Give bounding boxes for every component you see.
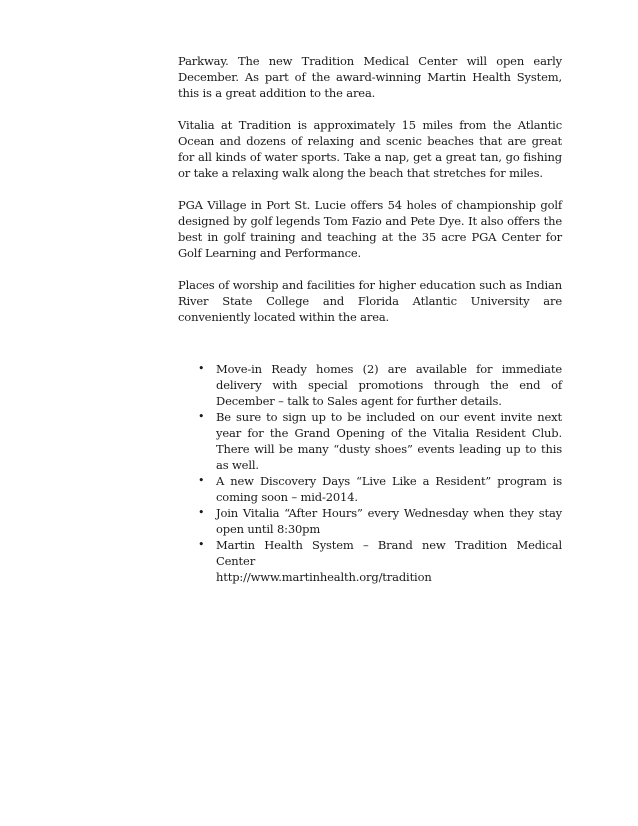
bullet-item-grand-opening: [198, 409, 562, 473]
bullet-item-discovery-days: [198, 473, 562, 505]
bullet-list: [198, 361, 562, 585]
bullet-icon: •: [198, 506, 205, 519]
bullet-text: Be sure to sign up to be included on our event invite next year for the Grand Opening of the Vitalia Resident Club. There will be many “dusty shoes” events leading up to this as well.: [216, 410, 562, 472]
bullet-item-move-in: [198, 361, 562, 409]
bullet-item-after-hours: [198, 505, 562, 537]
bullet-text: Martin Health System – Brand new Tradition Medical Center: [216, 538, 562, 568]
paragraph-beaches: Vitalia at Tradition is approximately 15 miles from the Atlantic Ocean and dozens of relaxing and scenic beaches that are great for all kinds of water sports. Take a nap, get a great tan, go fishing or take a relaxing walk along the beach that stretches for miles.: [178, 118, 562, 180]
paragraph-worship-education: Places of worship and facilities for higher education such as Indian River State College and Florida Atlantic University are conveniently located within the area.: [178, 278, 562, 324]
bullet-icon: •: [198, 474, 205, 487]
bullet-text: Move-in Ready homes (2) are available for immediate delivery with special promotions through the end of December – talk to Sales agent for further details.: [216, 362, 562, 408]
bullet-icon: •: [198, 362, 205, 375]
paragraph-medical-center: Parkway. The new Tradition Medical Center will open early December. As part of the award-winning Martin Health System, this is a great addition to the area.: [178, 54, 562, 100]
bullet-icon: •: [198, 538, 205, 551]
bullet-text: Join Vitalia “After Hours” every Wednesday when they stay open until 8:30pm: [216, 506, 562, 536]
paragraph-pga-village: PGA Village in Port St. Lucie offers 54 holes of championship golf designed by golf legends Tom Fazio and Pete Dye. It also offers the best in golf training and teaching at the 35 acre PGA Center for Golf Learning and Performance.: [178, 198, 562, 260]
bullet-text: A new Discovery Days “Live Like a Resident” program is coming soon – mid-2014.: [216, 474, 562, 504]
bullet-icon: •: [198, 410, 205, 423]
document-body: [178, 53, 562, 341]
martin-health-url[interactable]: http://www.martinhealth.org/tradition: [216, 570, 432, 584]
bullet-item-martin-health: [198, 537, 562, 585]
